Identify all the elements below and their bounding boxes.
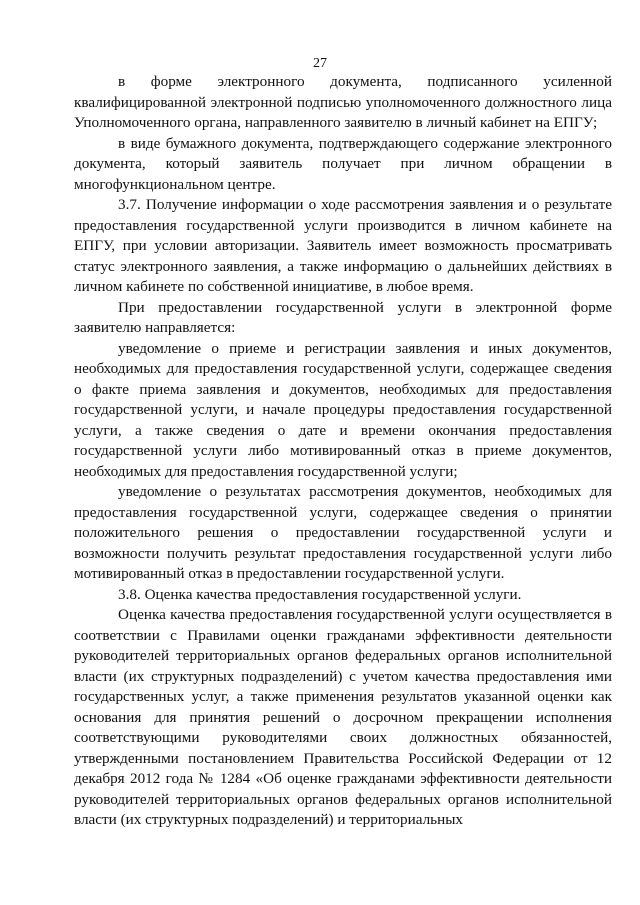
- paragraph-quality-assessment: Оценка качества предоставления государственной услуги осуществляется в соответствии с Правилами оценки гражданами эффективности деятельности руководителей территориальных органов федеральных органов исполнительной власти (их структурных подразделений) с учетом качества предоставления ими государственных услуг, а также применения результатов указанной оценки как основания для принятия решений о досрочном прекращении исполнения соответствующими руководителями своих должностных обязанностей, утвержденными постановлением Правительства Российской Федерации от 12 декабря 2012 года № 1284 «Об оценке гражданами эффективности деятельности руководителей территориальных органов федеральных органов исполнительной власти (их структурных подразделений) и территориальных: [74, 606, 612, 828]
- paragraph-electronic-form-intro: При предоставлении государственной услуги в электронной форме заявителю направляется:: [74, 298, 612, 336]
- paragraph-section-3-7: 3.7. Получение информации о ходе рассмотрения заявления и о результате предоставления государственной услуги производится в личном кабинете на ЕПГУ, при условии авторизации. Заявитель имеет возможность просматривать статус электронного заявления, а также информацию о дальнейших действиях в личном кабинете по собственной инициативе, в любое время.: [74, 196, 612, 295]
- page-number: 27: [313, 56, 327, 71]
- paragraph-section-3-8-heading: 3.8. Оценка качества предоставления государственной услуги.: [118, 585, 522, 603]
- document-body: [74, 72, 612, 831]
- paragraph-paper-document: в виде бумажного документа, подтверждающего содержание электронного документа, который заявитель получает при личном обращении в многофункциональном центре.: [74, 134, 612, 193]
- paragraph-results-notification: уведомление о результатах рассмотрения документов, необходимых для предоставления государственной услуги, содержащее сведения о принятии положительного решения о предоставлении государственной услуги и возможности получить результат предоставления государственной услуги либо мотивированный отказ в предоставлении государственной услуги.: [74, 483, 612, 582]
- paragraph-electronic-document: в форме электронного документа, подписанного усиленной квалифицированной электронной подписью уполномоченного должностного лица Уполномоченного органа, направленного заявителю в личный кабинет на ЕПГУ;: [74, 73, 612, 131]
- paragraph-receipt-notification: уведомление о приеме и регистрации заявления и иных документов, необходимых для предоставления государственной услуги, содержащее сведения о факте приема заявления и документов, необходимых для предоставления государственной услуги, и начале процедуры предоставления государственной услуги, а также сведения о дате и времени окончания предоставления государственной услуги либо мотивированный отказ в приеме документов, необходимых для предоставления государственной услуги;: [74, 339, 612, 480]
